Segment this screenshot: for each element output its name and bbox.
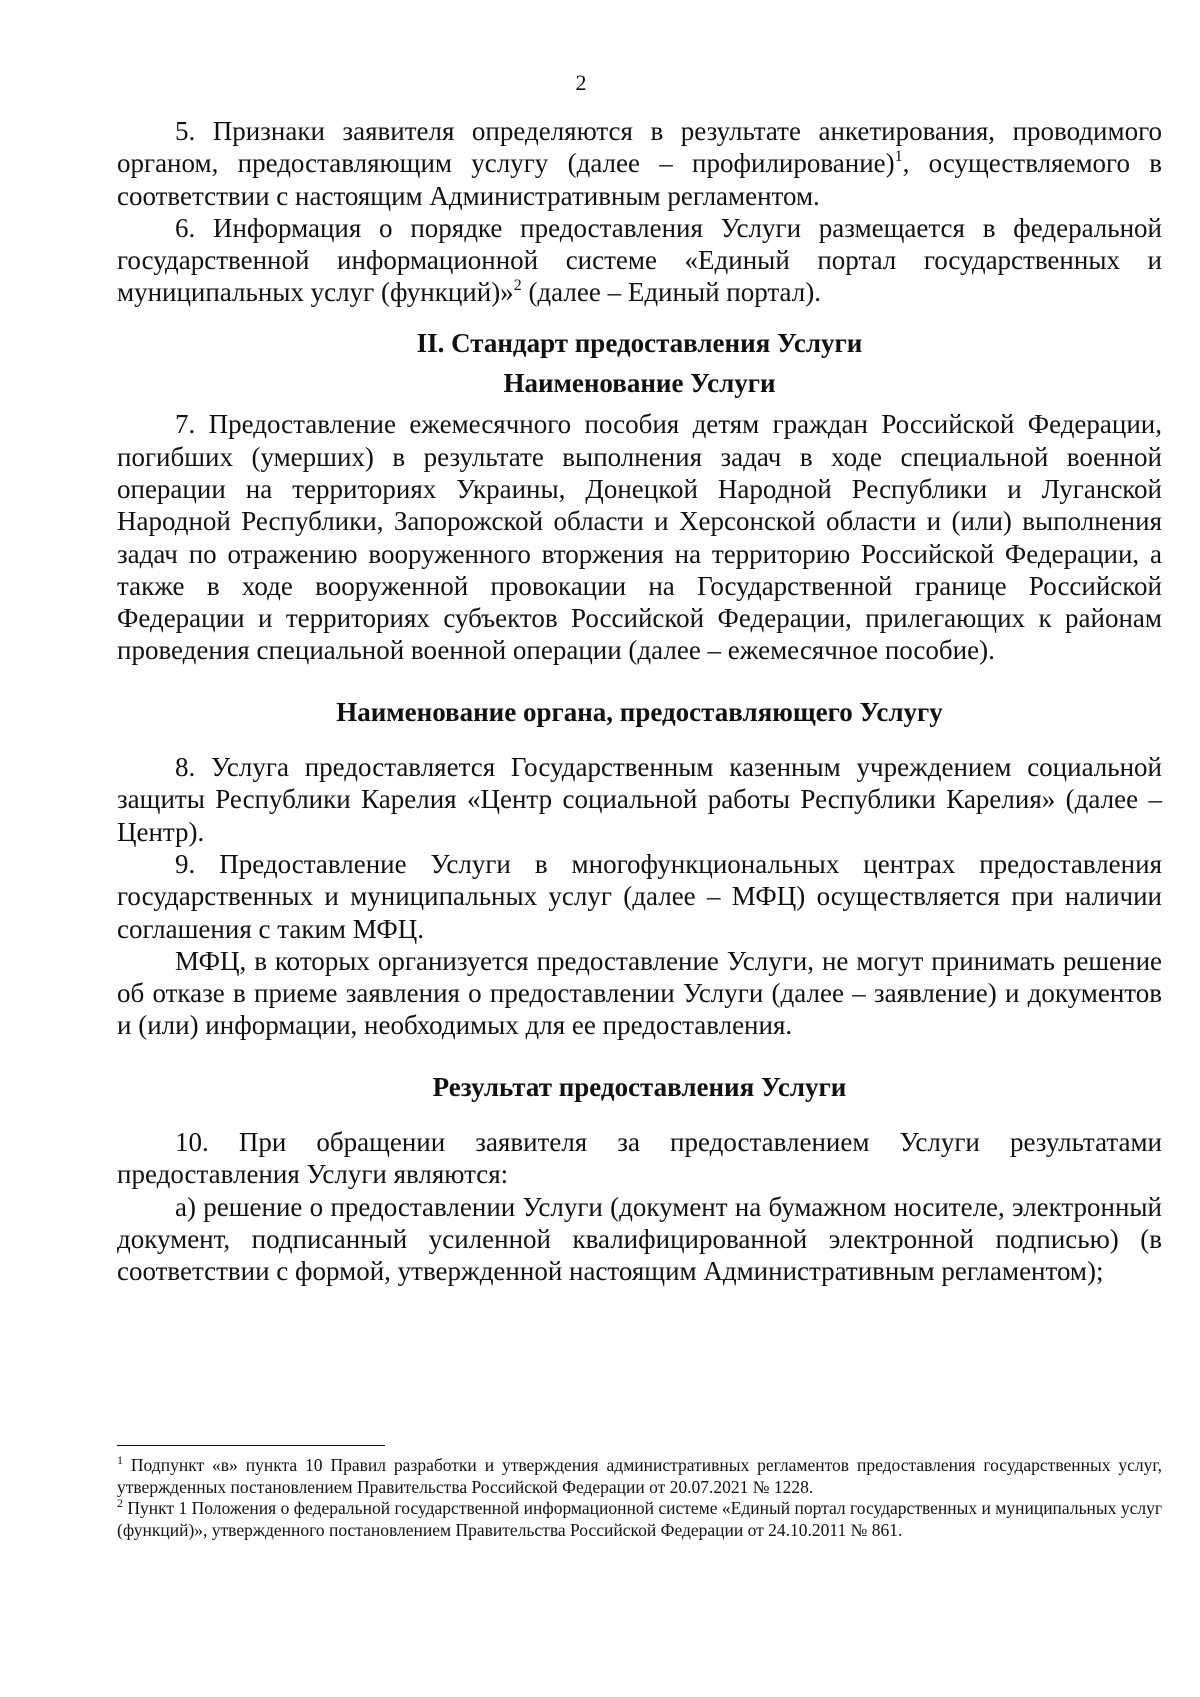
paragraph-8: 8. Услуга предоставляется Государственным казенным учреждением социальной защиты Республики Карелия «Центр социальной работы Республики Карелия» (далее – Центр). [117,752,1162,847]
footnote-mark-1: 1 [117,1453,123,1467]
page-number: 2 [575,70,587,95]
paragraph-9-continued: МФЦ, в которых организуется предоставление Услуги, не могут принимать решение об отказе в приеме заявления о предоставлении Услуги (далее – заявление) и документов и (или) информации, необходимых для ее предоставления. [117,945,1162,1041]
footnote-ref-2[interactable]: 2 [513,277,522,295]
heading-service-organ: Наименование органа, предоставляющего Услугу [336,696,943,727]
paragraph-10-a: а) решение о предоставлении Услуги (документ на бумажном носителе, электронный документ, подписанный усиленной квалифицированной электронной подписью) (в соответствии с формой, утвержденной настоящим Административным регламентом); [117,1191,1162,1287]
paragraph-5-tail: , осуществляемого в соответствии с настоящим Административным регламентом. [117,148,1162,211]
paragraph-6-text: 6. Информация о порядке предоставления Услуги размещается в федеральной государственной информационной системе «Единый портал государственных и муниципальных услуг (функций)» [117,212,1162,308]
paragraph-10: 10. При обращении заявителя за предоставлением Услуги результатами предоставления Услуги являются: [117,1127,1162,1190]
footnotes [117,1455,1162,1541]
footnote-ref-1[interactable]: 1 [894,148,903,166]
footnote-2 [117,1498,1162,1541]
paragraph-5 [117,115,1162,212]
document-body [117,115,1162,1288]
heading-service-result: Результат предоставления Услуги [432,1071,847,1102]
footnote-1 [117,1455,1162,1498]
paragraph-6 [117,212,1162,309]
footnote-1-text: Подпункт «в» пункта 10 Правил разработки и утверждения административных регламентов предоставления государственных услуг, утвержденных постановлением Правительства Российской Федерации от 20.07.2021 № 1228. [117,1455,1162,1497]
footnote-mark-2: 2 [117,1496,123,1510]
paragraph-6-tail: (далее – Единый портал). [521,277,821,308]
paragraph-5-text: 5. Признаки заявителя определяются в результате анкетирования, проводимого органом, предоставляющим услугу (далее – профилирование) [117,116,1162,179]
paragraph-9: 9. Предоставление Услуги в многофункциональных центрах предоставления государственных и муниципальных услуг (далее – МФЦ) осуществляется при наличии соглашения с таким МФЦ. [117,848,1162,944]
section-title: II. Стандарт предоставления Услуги [416,327,863,358]
footnote-divider [117,1445,385,1446]
footnote-2-text: Пункт 1 Положения о федеральной государственной информационной системе «Единый портал государственных и муниципальных услуг (функций)», утвержденного постановлением Правительства Российской Федерации от 24.10.2011 № 861. [117,1498,1162,1540]
paragraph-7: 7. Предоставление ежемесячного пособия детям граждан Российской Федерации, погибших (умерших) в результате выполнения задач в ходе специальной военной операции на территориях Украины, Донецкой Народной Республики и Луганской Народной Республики, Запорожской области и Херсонской области и (или) выполнения задач по отражению вооруженного вторжения на территорию Российской Федерации, а также в ходе вооруженной провокации на Государственной границе Российской Федерации и территориях субъектов Российской Федерации, прилегающих к районам проведения специальной военной операции (далее – ежемесячное пособие). [117,409,1162,666]
heading-service-name: Наименование Услуги [503,368,776,399]
